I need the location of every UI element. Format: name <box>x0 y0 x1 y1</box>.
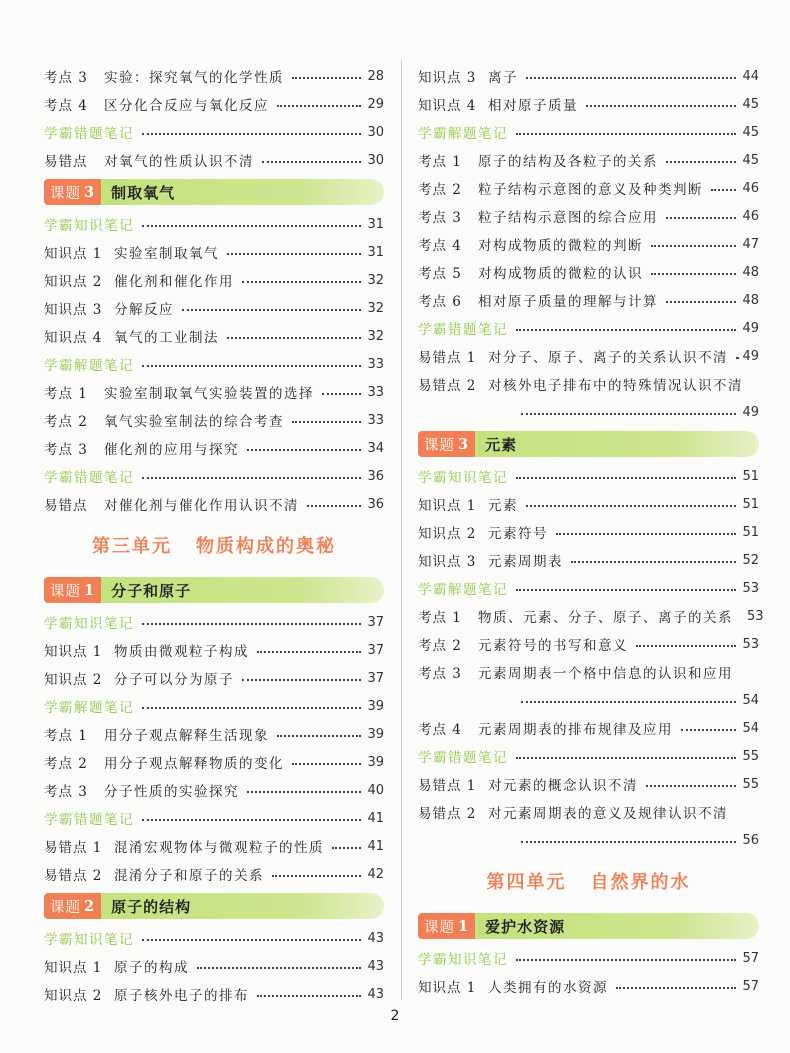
entry-key: 知识点 1 <box>418 980 477 996</box>
lesson-number: 2 <box>84 897 96 915</box>
entry-key: 考点 2 <box>44 414 88 430</box>
lesson-number: 1 <box>458 917 470 935</box>
entry-title: 离子 <box>488 70 518 86</box>
toc-section[interactable] <box>44 692 384 720</box>
entry-title: 物质、元素、分子、原子、离子的关系 <box>478 610 733 626</box>
page-ref: 31 <box>367 244 384 260</box>
dot-leader <box>257 995 361 997</box>
entry-title: 原子核外电子的排布 <box>114 988 249 1004</box>
entry-title: 相对原子质量 <box>488 98 578 114</box>
section-title: 学霸错题笔记 <box>44 812 134 828</box>
entry-key: 易错点 2 <box>418 378 477 394</box>
section-title: 学霸解题笔记 <box>418 582 508 598</box>
entry-title: 分解反应 <box>114 302 174 318</box>
toc-section[interactable] <box>44 608 384 636</box>
dot-leader <box>142 819 361 821</box>
entry-title: 用分子观点解释生活现象 <box>104 728 269 744</box>
toc-entry[interactable] <box>418 286 759 314</box>
toc-entry-continuation <box>418 826 759 854</box>
entry-title: 对构成物质的微粒的认识 <box>478 266 643 282</box>
page-ref: 39 <box>367 726 384 742</box>
toc-section[interactable] <box>44 924 384 952</box>
toc-entry[interactable] <box>418 490 759 518</box>
entry-title: 氧气实验室制法的综合考查 <box>104 414 284 430</box>
toc-section[interactable] <box>44 210 384 238</box>
dot-leader <box>242 281 361 283</box>
entry-title: 混淆宏观物体与微观粒子的性质 <box>114 840 324 856</box>
entry-title: 催化剂的应用与探究 <box>104 442 239 458</box>
page-ref: 36 <box>367 496 384 512</box>
dot-leader <box>666 161 736 163</box>
lesson-title: 分子和原子 <box>101 577 384 603</box>
dot-leader <box>666 301 736 303</box>
dot-leader <box>322 393 361 395</box>
dot-leader <box>142 707 361 709</box>
page-ref: 46 <box>742 180 759 196</box>
lesson-title: 元素 <box>475 431 759 457</box>
toc-entry[interactable] <box>44 664 384 692</box>
entry-key: 知识点 3 <box>418 554 477 570</box>
page-number: 2 <box>390 1008 400 1024</box>
page-ref: 32 <box>367 328 384 344</box>
page-ref: 33 <box>367 384 384 400</box>
toc-entry[interactable] <box>418 658 759 686</box>
dot-leader <box>142 133 361 135</box>
entry-title: 对氧气的性质认识不清 <box>104 154 254 170</box>
entry-key: 考点 1 <box>44 386 88 402</box>
entry-title: 对构成物质的微粒的判断 <box>478 238 643 254</box>
unit-title: 自然界的水 <box>590 872 691 893</box>
section-title: 学霸错题笔记 <box>418 322 508 338</box>
entry-key: 易错点 1 <box>418 350 477 366</box>
lesson-tag-label: 课题 <box>424 437 455 454</box>
entry-key: 知识点 1 <box>44 960 103 976</box>
dot-leader <box>521 701 736 703</box>
page-ref: 33 <box>367 356 384 372</box>
toc-entry[interactable] <box>418 518 759 546</box>
dot-leader <box>516 757 736 759</box>
lesson-tag-label: 课题 <box>50 583 81 600</box>
entry-key: 考点 4 <box>418 722 462 738</box>
page-ref: 57 <box>742 950 759 966</box>
toc-entry[interactable] <box>418 972 759 1000</box>
dot-leader <box>526 77 736 79</box>
section-title: 学霸解题笔记 <box>418 126 508 142</box>
page-ref: 48 <box>742 264 759 280</box>
dot-leader <box>197 967 361 969</box>
unit-title: 物质构成的奥秘 <box>196 536 336 557</box>
page-ref: 41 <box>367 810 384 826</box>
dot-leader <box>142 939 361 941</box>
dot-leader <box>292 763 361 765</box>
lesson-header[interactable] <box>44 179 384 205</box>
toc-entry[interactable] <box>418 258 759 286</box>
page-ref: 36 <box>367 468 384 484</box>
page-ref: 32 <box>367 300 384 316</box>
page-ref: 55 <box>742 748 759 764</box>
entry-title: 实验室制取氧气 <box>114 246 219 262</box>
entry-key: 考点 3 <box>44 70 88 86</box>
page-ref: 56 <box>742 832 759 848</box>
page-ref: 41 <box>367 838 384 854</box>
dot-leader <box>277 105 361 107</box>
page-ref: 52 <box>742 552 759 568</box>
dot-leader <box>516 589 736 591</box>
page-ref: 31 <box>367 216 384 232</box>
lesson-tag-label: 课题 <box>50 185 81 202</box>
page-ref: 51 <box>742 468 759 484</box>
entry-key: 易错点 2 <box>44 868 103 884</box>
page-ref: 57 <box>742 978 759 994</box>
toc-section[interactable] <box>418 574 759 602</box>
toc-section[interactable] <box>44 462 384 490</box>
toc-entry[interactable] <box>44 832 384 860</box>
entry-key: 知识点 4 <box>44 330 103 346</box>
toc-entry[interactable] <box>44 294 384 322</box>
entry-key: 考点 1 <box>418 154 462 170</box>
lesson-number: 1 <box>84 581 96 599</box>
dot-leader <box>227 337 361 339</box>
entry-title: 元素周期表的排布规律及应用 <box>478 722 673 738</box>
page-ref: 30 <box>367 152 384 168</box>
entry-title: 氧气的工业制法 <box>114 330 219 346</box>
dot-leader <box>636 645 736 647</box>
entry-key: 知识点 2 <box>44 988 103 1004</box>
toc-entry[interactable] <box>44 776 384 804</box>
page-ref: 37 <box>367 642 384 658</box>
dot-leader <box>666 217 736 219</box>
entry-title: 对核外电子排布中的特殊情况认识不清 <box>488 378 743 394</box>
page-ref: 28 <box>367 68 384 84</box>
dot-leader <box>586 105 736 107</box>
page-ref: 39 <box>367 698 384 714</box>
section-title: 学霸知识笔记 <box>418 470 508 486</box>
lesson-number: 3 <box>458 435 470 453</box>
lesson-title: 爱护水资源 <box>475 913 759 939</box>
toc-entry[interactable] <box>418 770 759 798</box>
entry-key: 知识点 2 <box>418 526 477 542</box>
lesson-tag <box>418 913 475 939</box>
entry-key: 考点 6 <box>418 294 462 310</box>
dot-leader <box>556 533 736 535</box>
entry-key: 考点 4 <box>418 238 462 254</box>
entry-title: 粒子结构示意图的综合应用 <box>478 210 658 226</box>
toc-entry[interactable] <box>44 238 384 266</box>
unit-heading[interactable] <box>418 854 759 908</box>
page-ref: 54 <box>742 692 759 708</box>
toc-entry[interactable] <box>44 952 384 980</box>
dot-leader <box>142 225 361 227</box>
toc-entry[interactable] <box>44 146 384 174</box>
dot-leader <box>292 77 361 79</box>
lesson-tag <box>44 577 101 603</box>
toc-entry[interactable] <box>418 146 759 174</box>
dot-leader <box>292 421 361 423</box>
entry-title: 对元素的概念认识不清 <box>488 778 638 794</box>
toc-entry[interactable] <box>418 174 759 202</box>
dot-leader <box>651 245 736 247</box>
dot-leader <box>277 735 361 737</box>
dot-leader <box>516 477 736 479</box>
dot-leader <box>571 561 736 563</box>
page-ref: 40 <box>367 782 384 798</box>
entry-title: 分子性质的实验探究 <box>104 784 239 800</box>
dot-leader <box>272 875 361 877</box>
section-title: 学霸知识笔记 <box>418 952 508 968</box>
lesson-header[interactable] <box>44 577 384 603</box>
entry-title: 原子的构成 <box>114 960 189 976</box>
toc-entry[interactable] <box>44 980 384 1008</box>
page-ref: 39 <box>367 754 384 770</box>
page-ref: 51 <box>742 524 759 540</box>
toc-entry[interactable] <box>418 630 759 658</box>
toc-entry[interactable] <box>418 546 759 574</box>
page-ref: 53 <box>742 580 759 596</box>
entry-key: 考点 3 <box>44 442 88 458</box>
entry-key: 考点 5 <box>418 266 462 282</box>
entry-key: 考点 1 <box>418 610 462 626</box>
toc-section[interactable] <box>44 804 384 832</box>
dot-leader <box>247 791 361 793</box>
lesson-title: 原子的结构 <box>101 893 384 919</box>
toc-section[interactable] <box>418 118 759 146</box>
page-ref: 53 <box>747 608 764 624</box>
entry-title: 实验室制取氧气实验装置的选择 <box>104 386 314 402</box>
toc-entry[interactable] <box>44 266 384 294</box>
toc-entry[interactable] <box>44 378 384 406</box>
entry-key: 考点 2 <box>44 756 88 772</box>
page-ref: 49 <box>742 320 759 336</box>
dot-leader <box>307 505 361 507</box>
dot-leader <box>182 309 361 311</box>
entry-key: 考点 4 <box>44 98 88 114</box>
toc-section[interactable] <box>418 742 759 770</box>
entry-title: 原子的结构及各粒子的关系 <box>478 154 658 170</box>
dot-leader <box>227 253 361 255</box>
lesson-tag-label: 课题 <box>50 899 81 916</box>
section-title: 学霸知识笔记 <box>44 218 134 234</box>
lesson-header[interactable] <box>418 913 759 939</box>
entry-key: 知识点 2 <box>44 672 103 688</box>
toc-entry[interactable] <box>418 342 759 370</box>
section-title: 学霸解题笔记 <box>44 700 134 716</box>
entry-title: 元素周期表 <box>488 554 563 570</box>
page-ref: 54 <box>742 720 759 736</box>
dot-leader <box>616 987 736 989</box>
entry-title: 对催化剂与催化作用认识不清 <box>104 498 299 514</box>
entry-title: 元素符号 <box>488 526 548 542</box>
entry-title: 元素 <box>488 498 518 514</box>
toc-entry[interactable] <box>44 62 384 90</box>
toc-entry[interactable] <box>418 798 759 826</box>
toc-entry[interactable] <box>418 202 759 230</box>
entry-title: 对元素周期表的意义及规律认识不清 <box>488 806 728 822</box>
toc-entry-continuation <box>418 686 759 714</box>
dot-leader <box>516 959 736 961</box>
entry-key: 考点 1 <box>44 728 88 744</box>
lesson-header[interactable] <box>418 431 759 457</box>
section-title: 学霸错题笔记 <box>44 126 134 142</box>
page-ref: 37 <box>367 670 384 686</box>
toc-entry[interactable] <box>418 230 759 258</box>
toc-entry-continuation <box>418 398 759 426</box>
entry-key: 知识点 2 <box>44 274 103 290</box>
toc-section[interactable] <box>44 118 384 146</box>
dot-leader <box>332 847 361 849</box>
unit-heading[interactable] <box>44 518 384 572</box>
toc-entry[interactable] <box>44 748 384 776</box>
entry-key: 易错点 1 <box>44 840 103 856</box>
entry-key: 知识点 1 <box>44 246 103 262</box>
dot-leader <box>262 161 361 163</box>
page-ref: 43 <box>367 986 384 1002</box>
page-ref: 45 <box>742 124 759 140</box>
lesson-tag <box>44 179 101 205</box>
toc-entry[interactable] <box>44 636 384 664</box>
entry-key: 知识点 1 <box>44 644 103 660</box>
entry-title: 用分子观点解释物质的变化 <box>104 756 284 772</box>
entry-key: 易错点 <box>44 498 88 514</box>
toc-entry[interactable] <box>418 90 759 118</box>
page-ref: 37 <box>367 614 384 630</box>
toc-column-left <box>44 62 384 1008</box>
page-ref: 46 <box>742 208 759 224</box>
dot-leader <box>242 679 361 681</box>
dot-leader <box>711 189 736 191</box>
dot-leader <box>521 841 736 843</box>
dot-leader <box>516 329 736 331</box>
entry-key: 知识点 4 <box>418 98 477 114</box>
dot-leader <box>142 623 361 625</box>
entry-key: 考点 2 <box>418 182 462 198</box>
toc-column-right <box>418 62 764 1000</box>
lesson-title: 制取氧气 <box>101 179 384 205</box>
toc-entry[interactable] <box>44 406 384 434</box>
toc-entry[interactable] <box>418 62 759 90</box>
dot-leader <box>247 449 361 451</box>
entry-key: 知识点 3 <box>418 70 477 86</box>
page-ref: 47 <box>742 236 759 252</box>
entry-key: 考点 3 <box>44 784 88 800</box>
page-ref: 42 <box>367 866 384 882</box>
entry-title: 分子可以分为原子 <box>114 672 234 688</box>
dot-leader <box>521 413 736 415</box>
entry-key: 易错点 2 <box>418 806 477 822</box>
entry-title: 混淆分子和原子的关系 <box>114 868 264 884</box>
section-title: 学霸错题笔记 <box>418 750 508 766</box>
unit-label: 第四单元 <box>486 872 567 893</box>
dot-leader <box>681 729 736 731</box>
dot-leader <box>526 505 736 507</box>
entry-title: 人类拥有的水资源 <box>488 980 608 996</box>
unit-label: 第三单元 <box>92 536 172 557</box>
page-ref: 53 <box>742 636 759 652</box>
toc-entry[interactable] <box>44 860 384 888</box>
entry-title: 元素符号的书写和意义 <box>478 638 628 654</box>
page-ref: 29 <box>367 96 384 112</box>
page-ref: 43 <box>367 958 384 974</box>
lesson-number: 3 <box>84 183 96 201</box>
page-ref: 45 <box>742 96 759 112</box>
entry-key: 知识点 1 <box>418 498 477 514</box>
column-divider <box>401 60 402 1000</box>
toc-entry[interactable] <box>418 714 759 742</box>
toc-section[interactable] <box>44 350 384 378</box>
dot-leader <box>516 133 736 135</box>
page-ref: 55 <box>742 776 759 792</box>
entry-key: 易错点 <box>44 154 88 170</box>
dot-leader <box>142 365 361 367</box>
lesson-tag-label: 课题 <box>424 919 455 936</box>
page-ref: 48 <box>742 292 759 308</box>
lesson-tag <box>418 431 475 457</box>
page-ref: 34 <box>367 440 384 456</box>
entry-key: 考点 2 <box>418 638 462 654</box>
entry-title: 催化剂和催化作用 <box>114 274 234 290</box>
toc-entry[interactable] <box>44 720 384 748</box>
entry-title: 实验：探究氧气的化学性质 <box>104 70 284 86</box>
entry-title: 元素周期表一个格中信息的认识和应用 <box>478 666 733 682</box>
page-ref: 33 <box>367 412 384 428</box>
toc-entry[interactable] <box>44 90 384 118</box>
entry-title: 物质由微观粒子构成 <box>114 644 249 660</box>
dot-leader <box>142 477 361 479</box>
page-ref: 49 <box>742 348 759 364</box>
page-ref: 44 <box>742 68 759 84</box>
toc-entry[interactable] <box>44 434 384 462</box>
section-title: 学霸错题笔记 <box>44 470 134 486</box>
lesson-tag <box>44 893 101 919</box>
entry-title: 粒子结构示意图的意义及种类判断 <box>478 182 703 198</box>
toc-entry[interactable] <box>44 322 384 350</box>
entry-title: 区分化合反应与氧化反应 <box>104 98 269 114</box>
toc-section[interactable] <box>418 314 759 342</box>
page-ref: 45 <box>742 152 759 168</box>
toc-entry[interactable] <box>418 602 764 630</box>
entry-key: 易错点 1 <box>418 778 477 794</box>
page-ref: 51 <box>742 496 759 512</box>
lesson-header[interactable] <box>44 893 384 919</box>
toc-section[interactable] <box>418 944 759 972</box>
dot-leader <box>646 785 736 787</box>
section-title: 学霸解题笔记 <box>44 358 134 374</box>
entry-key: 考点 3 <box>418 666 462 682</box>
toc-entry[interactable] <box>418 370 759 398</box>
entry-key: 考点 3 <box>418 210 462 226</box>
page-ref: 32 <box>367 272 384 288</box>
page-ref: 30 <box>367 124 384 140</box>
entry-key: 知识点 3 <box>44 302 103 318</box>
dot-leader <box>651 273 736 275</box>
page-ref: 43 <box>367 930 384 946</box>
section-title: 学霸知识笔记 <box>44 616 134 632</box>
toc-entry[interactable] <box>44 490 384 518</box>
entry-title: 对分子、原子、离子的关系认识不清 <box>488 350 728 366</box>
entry-title: 相对原子质量的理解与计算 <box>478 294 658 310</box>
section-title: 学霸知识笔记 <box>44 932 134 948</box>
toc-section[interactable] <box>418 462 759 490</box>
page-ref: 49 <box>742 404 759 420</box>
dot-leader <box>257 651 361 653</box>
